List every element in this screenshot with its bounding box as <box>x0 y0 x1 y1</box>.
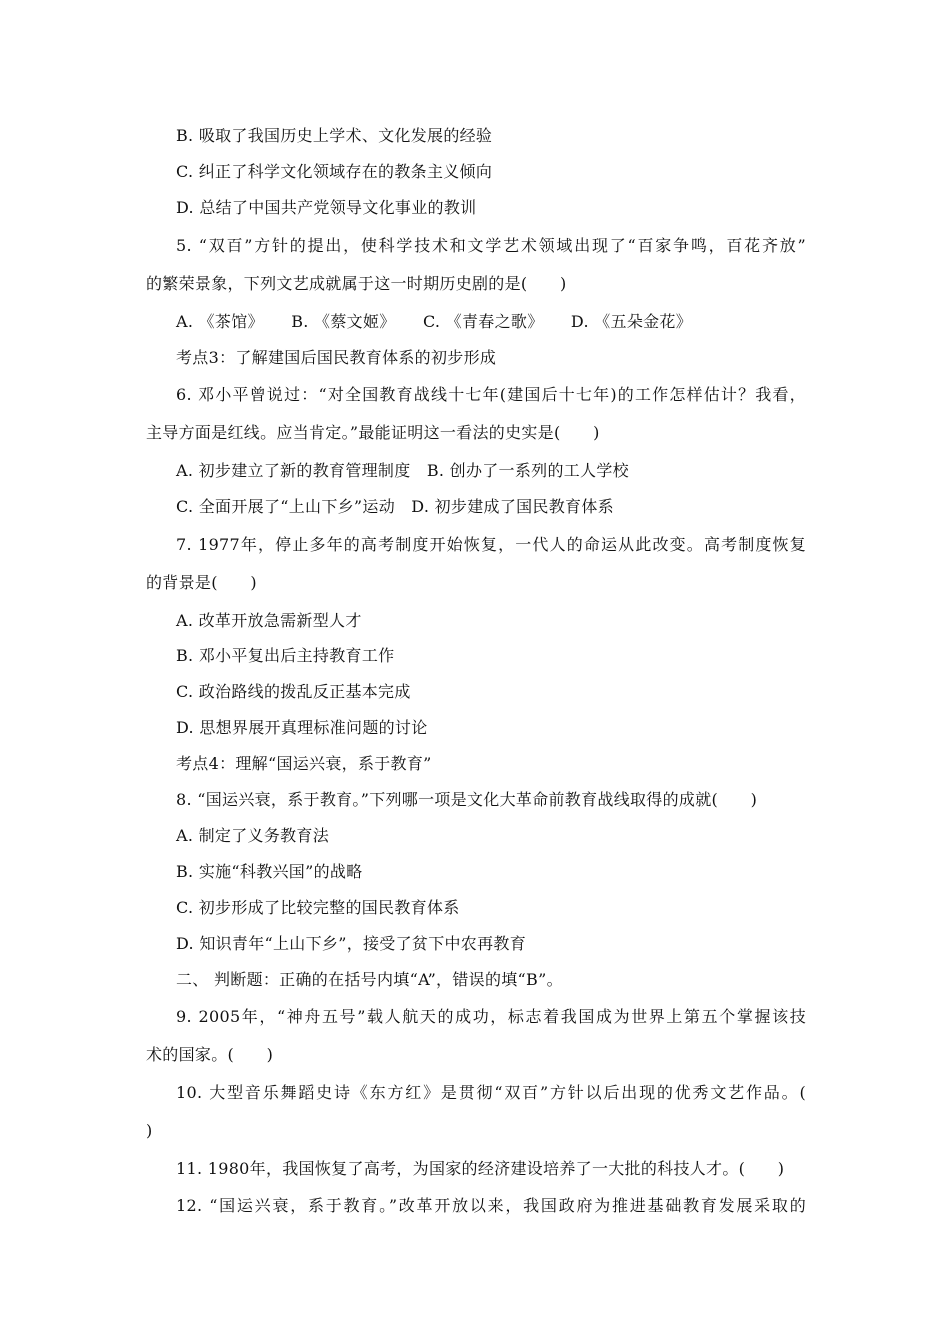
q7-stem-line-2: 的背景是( ) <box>146 573 257 592</box>
q7-option-d: D. 思想界展开真理标准问题的讨论 <box>176 718 428 737</box>
q10-stem-line-1: 10. 大型音乐舞蹈史诗《东方红》是贯彻“双百”方针以后出现的优秀文艺作品。( <box>176 1083 806 1102</box>
q5-option-a: A. 《茶馆》 <box>176 312 264 331</box>
q7-option-a: A. 改革开放急需新型人才 <box>176 611 362 630</box>
q5-option-c: C. 《青春之歌》 <box>422 312 544 331</box>
q4-option-c: C. 纠正了科学文化领域存在的教条主义倾向 <box>176 162 493 181</box>
q7-stem-line-1: 7. 1977年，停止多年的高考制度开始恢复，一代人的命运从此改变。高考制度恢复 <box>176 535 806 554</box>
q9-stem-line-2: 术的国家。( ) <box>146 1045 274 1064</box>
q8-option-a: A. 制定了义务教育法 <box>176 826 330 845</box>
q10-stem-line-2: ) <box>146 1121 153 1140</box>
q9-stem-line-1: 9. 2005年，“神舟五号”载人航天的成功，标志着我国成为世界上第五个掌握该技 <box>176 1007 806 1026</box>
section-heading-3: 考点3：了解建国后国民教育体系的初步形成 <box>176 348 497 367</box>
q6-stem-line-1: 6. 邓小平曾说过：“对全国教育战线十七年(建国后十七年)的工作怎样估计？我看， <box>176 385 806 404</box>
q5-option-d: D. 《五朵金花》 <box>570 312 693 331</box>
q7-option-c: C. 政治路线的拨乱反正基本完成 <box>176 682 411 701</box>
q6-stem-line-2: 主导方面是红线。应当肯定。”最能证明这一看法的史实是( ) <box>146 423 600 442</box>
section-heading-4: 考点4：理解“国运兴衰，系于教育” <box>176 754 432 773</box>
q12-stem-line-1: 12. “国运兴衰，系于教育。”改革开放以来，我国政府为推进基础教育发展采取的 <box>176 1196 806 1215</box>
q7-option-b: B. 邓小平复出后主持教育工作 <box>176 646 395 665</box>
q5-options <box>176 312 692 332</box>
q11-stem: 11. 1980年，我国恢复了高考，为国家的经济建设培养了一大批的科技人才。( ) <box>176 1159 785 1178</box>
q5-stem-line-2: 的繁荣景象，下列文艺成就属于这一时期历史剧的是( ) <box>146 274 567 293</box>
q6-options-ab: A. 初步建立了新的教育管理制度 B. 创办了一系列的工人学校 <box>176 461 629 480</box>
q8-stem: 8. “国运兴衰，系于教育。”下列哪一项是文化大革命前教育战线取得的成就( ) <box>176 790 758 809</box>
q5-stem-line-1: 5. “双百”方针的提出，使科学技术和文学艺术领域出现了“百家争鸣，百花齐放” <box>176 236 806 255</box>
section-heading-judgment: 二、 判断题：正确的在括号内填“A”，错误的填“B”。 <box>176 970 563 989</box>
q8-option-c: C. 初步形成了比较完整的国民教育体系 <box>176 898 460 917</box>
q8-option-d: D. 知识青年“上山下乡”，接受了贫下中农再教育 <box>176 934 526 953</box>
q4-option-d: D. 总结了中国共产党领导文化事业的教训 <box>176 198 477 217</box>
q8-option-b: B. 实施“科教兴国”的战略 <box>176 862 363 881</box>
q4-option-b: B. 吸取了我国历史上学术、文化发展的经验 <box>176 126 493 145</box>
q5-option-b: B. 《蔡文姬》 <box>291 312 396 331</box>
q6-options-cd: C. 全面开展了“上山下乡”运动 D. 初步建成了国民教育体系 <box>176 497 614 516</box>
